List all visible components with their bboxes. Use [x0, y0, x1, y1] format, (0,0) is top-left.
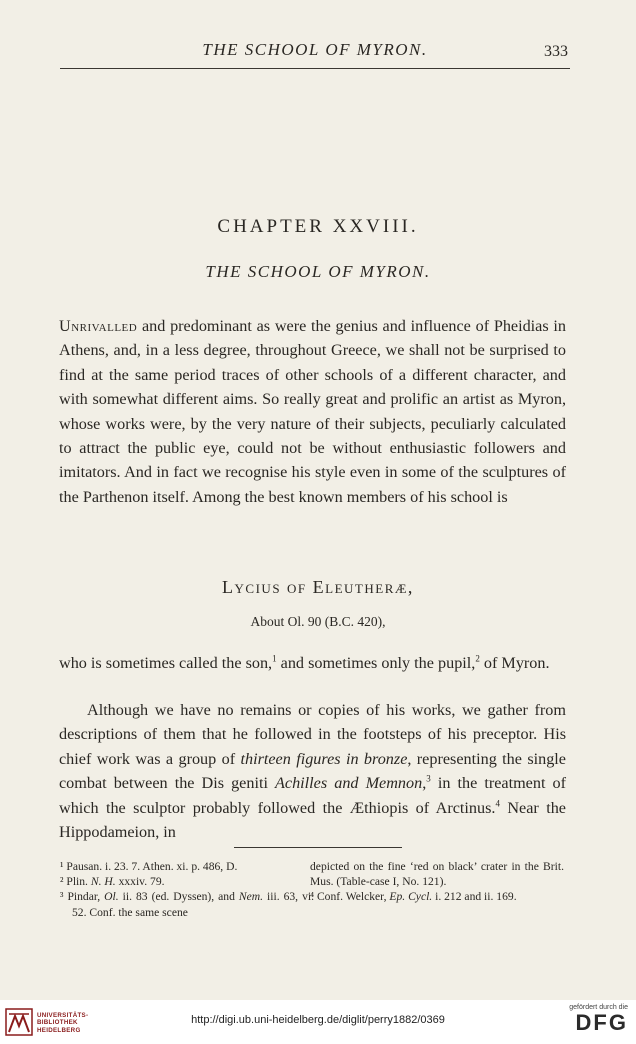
- footnote-ref-3: 3: [426, 773, 431, 784]
- paragraph-lycius-parentage: [59, 651, 566, 675]
- text-run: , representing the single combat between the Dis geniti: [59, 749, 566, 793]
- library-name-line: BIBLIOTHEK: [37, 1019, 78, 1027]
- footnotes-right-column: [310, 859, 564, 905]
- text-run: Near the Hippodameion, in: [59, 798, 566, 842]
- italic-phrase: Ol.: [104, 890, 119, 904]
- dfg-wordmark: DFG: [575, 1010, 628, 1035]
- footnote-ref-1: 1: [272, 653, 277, 664]
- italic-phrase: Ep. Cycl.: [389, 890, 433, 904]
- footnote-3: [60, 889, 314, 919]
- library-name-line: HEIDELBERG: [37, 1026, 81, 1034]
- text-run: xxxiv. 79.: [115, 875, 165, 889]
- section-date: About Ol. 90 (B.C. 420),: [250, 614, 386, 629]
- italic-phrase: thirteen figures in bronze: [240, 749, 408, 768]
- footnote-1: ¹ Pausan. i. 23. 7. Athen. xi. p. 486, D.: [60, 860, 238, 873]
- running-header: [60, 40, 570, 69]
- paragraph-lycius-works: [59, 698, 566, 844]
- paragraph-lead-word: Unrivalled: [59, 317, 138, 335]
- text-run: of Myron.: [479, 654, 550, 672]
- text-run: Although we have no remains or copies of his works, we gather from descriptions of them that he followed in the footsteps of his preceptor. His chief work was a group of: [59, 701, 566, 768]
- text-run: and sometimes only the pupil,: [276, 654, 476, 672]
- text-run: who is sometimes called the son,: [59, 654, 273, 672]
- italic-phrase: Achilles and Memnon: [275, 774, 423, 793]
- library-name-line: UNIVERSITÄTS-: [37, 1012, 89, 1019]
- text-run: ² Plin.: [60, 875, 91, 889]
- footnote-2: [60, 874, 314, 889]
- text-run: ⁴ Conf. Welcker,: [310, 890, 390, 904]
- text-run: iii. 63, vi. 52. Conf. the same scene: [72, 890, 314, 919]
- paragraph-introduction: [59, 314, 566, 509]
- paragraph-body: and predominant as were the genius and influence of Pheidias in Athens, and, in a less degree, throughout Greece, we shall not be surprised to find at the same period traces of other schools of a different character, and with somewhat different aims. So really great and prolific an artist as Myron, whose works were, by the very nature of their subjects, peculiarly calculated to attract the public eye, could not be without enthusiastic followers and imitators. And in fact we recognise his style even in some of the sculptures of the Parthenon itself. Among the best known members of his school is: [59, 317, 566, 506]
- page-number: 333: [544, 43, 568, 60]
- text-run: ii. 83 (ed. Dyssen), and: [118, 890, 239, 904]
- text-run: in the treatment of which the sculptor probably followed the Æthiopis of Arctinus.: [59, 774, 566, 817]
- dfg-caption: gefördert durch die: [569, 1004, 628, 1011]
- dfg-logo[interactable]: [558, 1004, 628, 1042]
- source-url-link[interactable]: http://digi.ub.uni-heidelberg.de/diglit/perry1882/0369: [191, 1014, 445, 1026]
- running-title: THE SCHOOL OF MYRON.: [202, 40, 428, 59]
- footnotes-left-column: [60, 859, 314, 920]
- digitization-footer: [0, 1000, 636, 1044]
- footnote-divider: [234, 847, 402, 848]
- text-run: ³ Pindar,: [60, 890, 105, 904]
- footnote-3-continued: depicted on the fine ‘red on black’ crater in the Brit. Mus. (Table-case I, No. 121).: [310, 860, 564, 889]
- section-heading: Lycius of Eleutheræ,: [222, 577, 414, 597]
- footnote-ref-2: 2: [475, 653, 480, 664]
- italic-phrase: Nem.: [238, 890, 264, 904]
- footnote-ref-4: 4: [495, 798, 500, 809]
- italic-phrase: N. H.: [90, 875, 116, 889]
- text-run: i. 212 and ii. 169.: [432, 890, 517, 904]
- chapter-subtitle: THE SCHOOL OF MYRON.: [205, 262, 431, 281]
- text-run: ,: [422, 774, 427, 793]
- footnote-4: [310, 889, 564, 904]
- chapter-heading: CHAPTER XXVIII.: [217, 216, 419, 237]
